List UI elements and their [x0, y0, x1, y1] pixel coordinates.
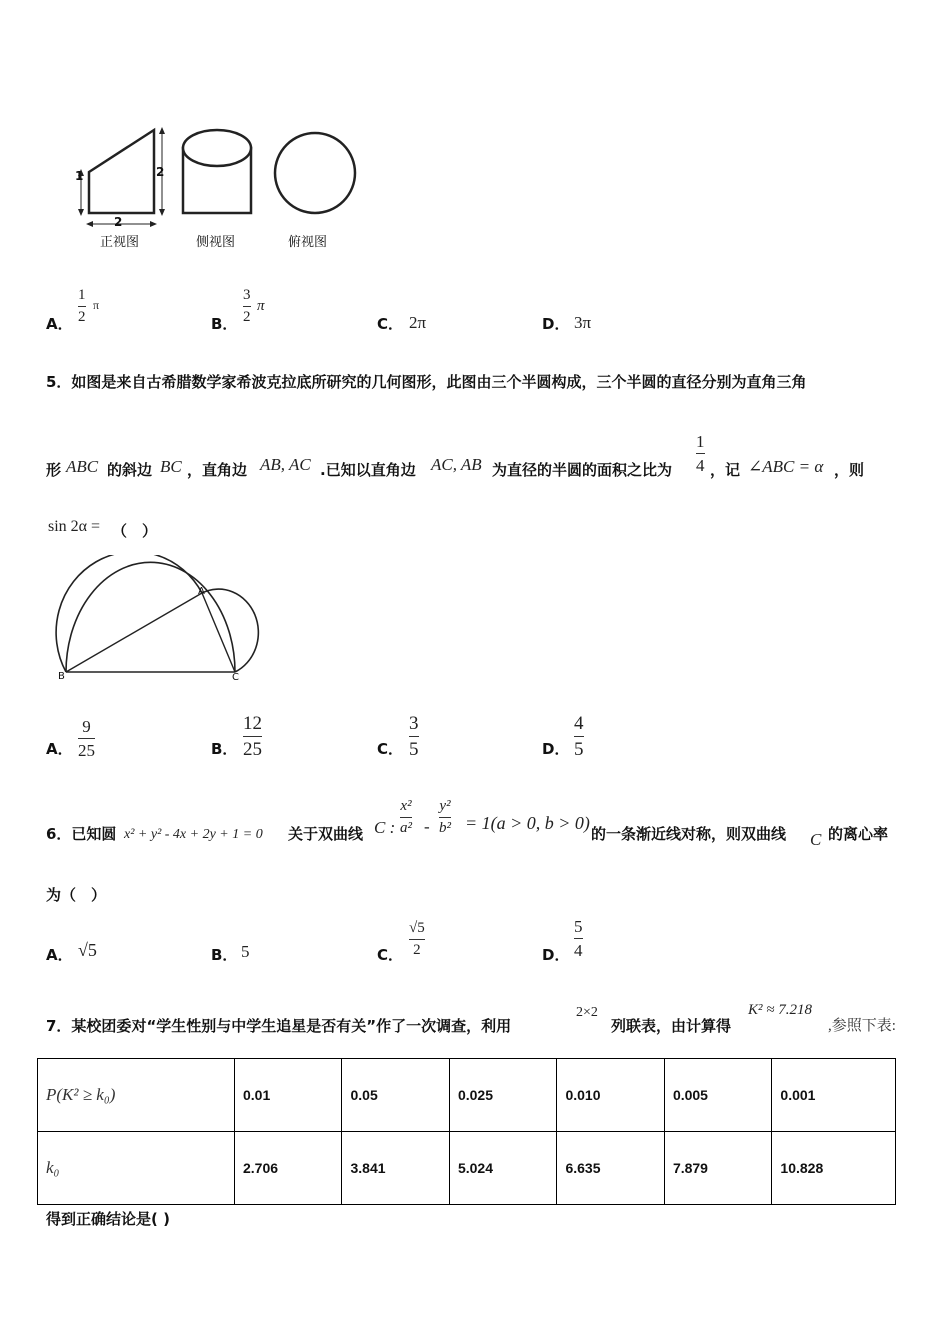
- fraction: √5 2: [409, 920, 425, 958]
- fraction: x² a²: [400, 798, 412, 836]
- fraction: 5 4: [574, 917, 583, 960]
- top-view-shape: [275, 133, 355, 213]
- q6-text: 关于双曲线: [288, 825, 364, 843]
- table-cell: 6.635: [557, 1132, 664, 1205]
- dim-label-2-height: 2: [156, 165, 165, 179]
- fraction: 3 5: [409, 713, 419, 760]
- table-cell: 0.025: [449, 1059, 556, 1132]
- front-view-label: 正视图: [100, 235, 140, 250]
- q6-math: C: [810, 830, 822, 849]
- table-cell: 7.879: [664, 1132, 771, 1205]
- q5-line1: 5．如图是来自古希腊数学家希波克拉底所研究的几何图形，此图由三个半圆构成，三个半圆的直径分别为直角三角: [46, 373, 807, 391]
- table-head-cell: k₀: [38, 1132, 235, 1205]
- q6-line2: 为（ ）: [46, 886, 107, 904]
- q5-math: AB, AC: [260, 455, 311, 474]
- fraction: 9 25: [78, 717, 95, 760]
- q6-math: C :: [374, 818, 396, 837]
- k2-critical-value-table: [37, 1058, 896, 1205]
- table-cell: 0.05: [342, 1059, 449, 1132]
- q5-expr: sin 2α =: [48, 518, 101, 535]
- q6-math: -: [424, 817, 430, 836]
- table-cell: 0.001: [772, 1059, 896, 1132]
- q5-math: ∠ABC = α: [748, 457, 824, 476]
- q5-text: 的斜边: [107, 461, 153, 479]
- q5-text: .已知以直角边: [320, 461, 416, 479]
- fraction: y² b²: [439, 798, 451, 836]
- side-view-label: 侧视图: [196, 235, 236, 250]
- table-row: [38, 1059, 896, 1132]
- semicircle-bc: [66, 562, 235, 672]
- table-cell: 0.01: [235, 1059, 342, 1132]
- semicircle-ab: [56, 555, 202, 672]
- table-cell: 0.010: [557, 1059, 664, 1132]
- q5-text: 为直径的半圆的面积之比为: [492, 461, 673, 479]
- q5-math: AC, AB: [431, 455, 482, 474]
- fraction: 4 5: [574, 713, 584, 760]
- table-head-cell: P(K² ≥ k₀): [38, 1059, 235, 1132]
- q6-math: = 1(a > 0, b > 0): [465, 813, 590, 833]
- q7-text: ,参照下表:: [828, 1018, 896, 1034]
- point-b-label: B: [58, 671, 65, 682]
- q5-text: 形: [46, 461, 62, 479]
- q7-text: 列联表，由计算得: [611, 1017, 732, 1035]
- table-cell: 10.828: [772, 1132, 896, 1205]
- top-view-label: 俯视图: [288, 235, 328, 250]
- fraction: 12 25: [243, 713, 262, 760]
- fraction: 1 2: [78, 287, 86, 325]
- front-view-shape: [89, 130, 154, 213]
- point-c-label: C: [232, 672, 239, 683]
- point-a-label: A: [198, 586, 205, 597]
- table-cell: 2.706: [235, 1132, 342, 1205]
- dim-label-2-width: 2: [114, 215, 123, 229]
- q7-math: 2×2: [576, 1005, 598, 1020]
- q7-text: 7．某校团委对“学生性别与中学生追星是否有关”作了一次调查，利用: [46, 1017, 512, 1035]
- q5-text: ，记: [710, 461, 741, 479]
- fraction: 3 2: [243, 287, 251, 325]
- hippocrates-figure: [50, 555, 265, 690]
- table-cell: 3.841: [342, 1132, 449, 1205]
- q5-math: BC: [160, 457, 182, 476]
- dim-label-1: 1: [75, 169, 84, 183]
- q7-after: 得到正确结论是( ): [46, 1210, 170, 1228]
- q7-math: K² ≈ 7.218: [748, 1002, 812, 1018]
- q6-text: 的离心率: [828, 825, 889, 843]
- q6-text: 的一条渐近线对称，则双曲线: [591, 825, 787, 843]
- q5-math: ABC: [66, 457, 99, 476]
- q6-text: 6．已知圆: [46, 825, 117, 843]
- table-cell: 5.024: [449, 1132, 556, 1205]
- table-cell: 0.005: [664, 1059, 771, 1132]
- ratio-fraction: 1 4: [696, 432, 705, 475]
- q5-paren: （ ）: [112, 522, 158, 540]
- q6-circle-eq: x² + y² - 4x + 2y + 1 = 0: [124, 827, 263, 842]
- q5-text: ，则: [834, 461, 865, 479]
- q5-text: ，直角边: [187, 461, 248, 479]
- table-row: [38, 1132, 896, 1205]
